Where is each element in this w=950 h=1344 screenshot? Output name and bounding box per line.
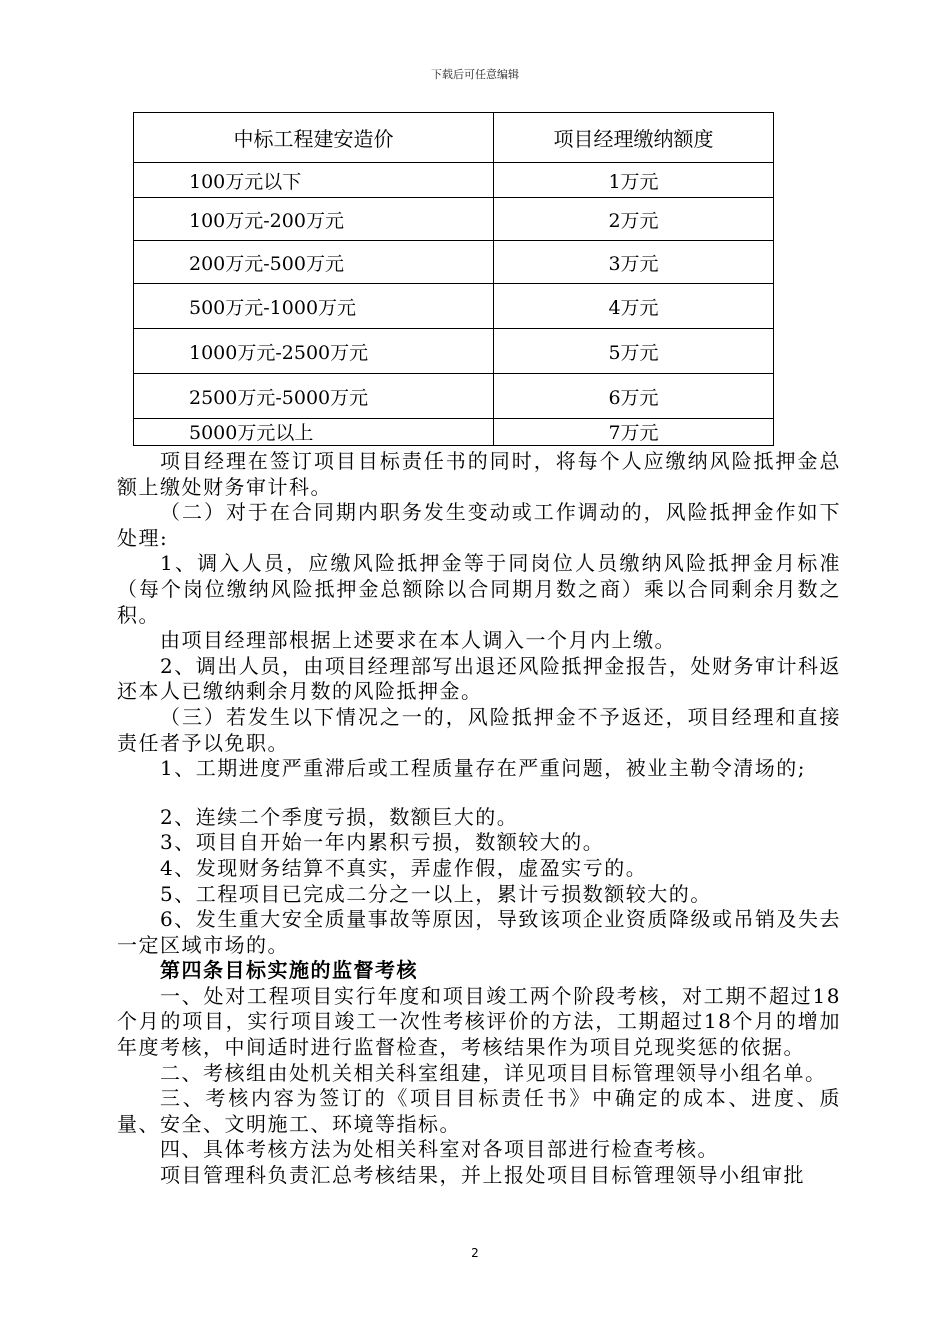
table-header-row	[134, 113, 774, 163]
paragraph: 6、发生重大安全质量事故等原因，导致该项企业资质降级或吊销及失去一定区域市场的。	[117, 907, 841, 957]
table-cell: 100万元-200万元	[134, 198, 494, 241]
table-cell: 200万元-500万元	[134, 241, 494, 284]
paragraph: 4、发现财务结算不真实，弄虚作假，虚盈实亏的。	[160, 855, 648, 880]
table-row	[134, 198, 774, 241]
table-header-cell: 项目经理缴纳额度	[494, 113, 774, 163]
table-cell: 2500万元-5000万元	[134, 374, 494, 419]
table-row	[134, 284, 774, 329]
paragraph: 四、具体考核方法为处相关科室对各项目部进行检查考核。	[160, 1137, 719, 1162]
table-cell: 1000万元-2500万元	[134, 329, 494, 374]
fee-table	[133, 112, 774, 446]
page-header: 下载后可任意编辑	[431, 68, 519, 81]
table-row	[134, 241, 774, 284]
paragraph: 项目管理科负责汇总考核结果，并上报处项目目标管理领导小组审批	[160, 1163, 805, 1188]
table-row	[134, 329, 774, 374]
table-cell: 7万元	[494, 419, 774, 446]
section-heading: 第四条目标实施的监督考核	[160, 958, 418, 983]
table-cell: 3万元	[494, 241, 774, 284]
table-cell: 100万元以下	[134, 163, 494, 198]
paragraph: 3、项目自开始一年内累积亏损，数额较大的。	[160, 830, 605, 855]
paragraph: 2、连续二个季度亏损，数额巨大的。	[160, 804, 519, 829]
table-cell: 4万元	[494, 284, 774, 329]
paragraph: 项目经理在签订项目目标责任书的同时，将每个人应缴纳风险抵押金总额上缴处财务审计科。	[117, 449, 841, 499]
table-row	[134, 419, 774, 446]
table-row	[134, 163, 774, 198]
table-cell: 2万元	[494, 198, 774, 241]
table-cell: 5000万元以上	[134, 419, 494, 446]
blank-line	[117, 782, 841, 805]
table-header-cell: 中标工程建安造价	[134, 113, 494, 163]
table-cell: 1万元	[494, 163, 774, 198]
paragraph: （二）对于在合同期内职务发生变动或工作调动的，风险抵押金作如下处理:	[117, 500, 841, 550]
paragraph: 1、工期进度严重滞后或工程质量存在严重问题，被业主勒令清场的;	[160, 756, 806, 781]
paragraph: 2、调出人员，由项目经理部写出退还风险抵押金报告，处财务审计科返还本人已缴纳剩余月数的风险抵押金。	[117, 653, 841, 704]
paragraph: 一、处对工程项目实行年度和项目竣工两个阶段考核，对工期不超过18个月的项目，实行项目竣工一次性考核评价的方法，工期超过18个月的增加年度考核，中间适时进行监督检查，考核结果作为项目兑现奖惩的依据。	[117, 983, 841, 1060]
page-number: 2	[471, 1246, 479, 1260]
paragraph: 5、工程项目已完成二分之一以上，累计亏损数额较大的。	[160, 881, 712, 906]
paragraph: （三）若发生以下情况之一的，风险抵押金不予返还，项目经理和直接责任者予以免职。	[117, 704, 841, 755]
paragraph: 三、考核内容为签订的《项目目标责任书》中确定的成本、进度、质量、安全、文明施工、环境等指标。	[117, 1086, 841, 1136]
table-cell: 5万元	[494, 329, 774, 374]
document-body	[117, 449, 841, 1189]
table-row	[134, 374, 774, 419]
table-cell: 6万元	[494, 374, 774, 419]
table-cell: 500万元-1000万元	[134, 284, 494, 329]
paragraph: 由项目经理部根据上述要求在本人调入一个月内上缴。	[160, 628, 676, 653]
paragraph: 1、调入人员，应缴风险抵押金等于同岗位人员缴纳风险抵押金月标准（每个岗位缴纳风险抵押金总额除以合同期月数之商）乘以合同剩余月数之积。	[117, 551, 841, 627]
paragraph: 二、考核组由处机关相关科室组建，详见项目目标管理领导小组名单。	[160, 1060, 827, 1085]
